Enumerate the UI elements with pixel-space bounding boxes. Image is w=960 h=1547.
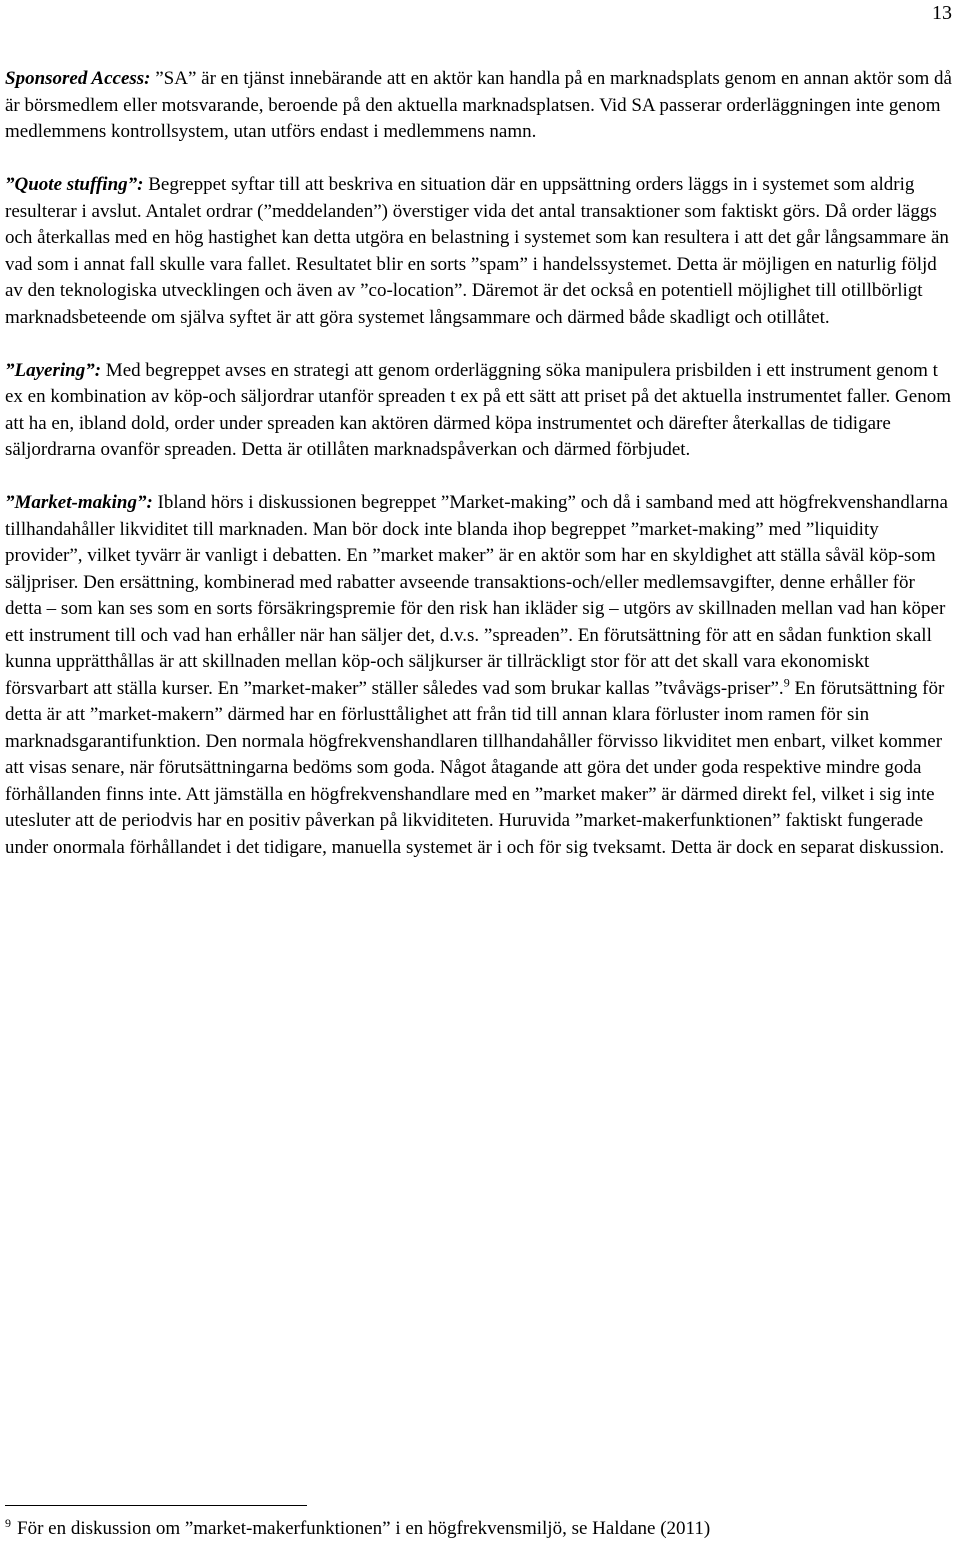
paragraph-market-making	[5, 490, 955, 861]
term-market-making: ”Market-making”:	[5, 492, 153, 513]
footnote-divider	[5, 1505, 307, 1506]
paragraph-text: Begreppet syftar till att beskriva en situation där en uppsättning orders läggs in i systemet som aldrig resulterar i avslut. Antalet ordrar (”meddelanden”) överstiger vida det antal transaktioner som faktiskt görs. Då order läggs och återkallas med en hög hastighet kan detta utgöra en belastning i systemet som kan resultera i att det går långsammare än vad som i annat fall skulle vara fallet. Resultatet blir en sorts ”spam” i handelssystemet. Detta är möjligen en naturlig följd av den teknologiska utvecklingen och även av ”co-location”. Däremot är det också en potentiell möjlighet till otillbörligt marknadsbeteende om själva syftet är att göra systemet långsammare och därmed både skadligt och otillåtet.	[5, 174, 949, 328]
paragraph-text: ”SA” är en tjänst innebärande att en aktör kan handla på en marknadsplats genom en annan aktör som då är börsmedlem eller motsvarande, beroende på den aktuella marknadsplatsen. Vid SA passerar orderläggningen inte genom medlemmens kontrollsystem, utan utförs endast i medlemmens namn.	[5, 68, 952, 142]
paragraph-sponsored-access	[5, 66, 955, 146]
footnote-reference[interactable]: 9	[783, 675, 790, 690]
paragraph-quote-stuffing	[5, 172, 955, 331]
term-quote-stuffing: ”Quote stuffing”:	[5, 174, 144, 195]
footnote-number: 9	[5, 1515, 11, 1530]
term-layering: ”Layering”:	[5, 359, 102, 381]
term-sponsored-access: Sponsored Access:	[5, 68, 151, 89]
paragraph-layering	[5, 358, 955, 464]
paragraph-text: En förutsättning för detta är att ”market-makern” därmed har en förlusttålighet att från tid till annan klara förluster inom ramen för sin marknadsgarantifunktion. Den normala högfrekvenshandlaren tillhandahåller förvisso likviditet men enbart, vilket kommer att visas senare, när förutsättningarna bedöms som goda. Något åtagande att göra det under goda respektive mindre goda förhållanden finns inte. Att jämställa en högfrekvenshandlare med en ”market maker” är därmed direkt fel, vilket i sig inte utesluter att de periodvis har en positiv påverkan på likviditeten. Huruvida ”market-makerfunktionen” faktiskt fungerade under onormala förhållandet i det tidigare, manuella systemet är i och för sig tveksamt. Detta är dock en separat diskussion.	[5, 677, 945, 858]
footnote	[5, 1516, 955, 1542]
paragraph-text: Ibland hörs i diskussionen begreppet ”Market-making” och då i samband med att högfrekvenshandlarna tillhandahåller likviditet till marknaden. Man bör dock inte blanda ihop begreppet ”market-making” med ”liquidity provider”, vilket tyvärr är vanligt i debatten. En ”market maker” är en aktör som har en skyldighet att ställa såväl köp-som säljpriser. Den ersättning, kombinerad med rabatter avseende transaktions-och/eller medlemsavgifter, denne erhåller för detta – som kan ses som en sorts försäkringspremie för den risk han ikläder sig – utgörs av skillnaden mellan vad han köper ett instrument till och vad han erhåller när han säljer det, d.v.s. ”spreaden”. En förutsättning för att en sådan funktion skall kunna upprätthållas är att skillnaden mellan köp-och säljkurser är tillräckligt stor för att det skall vara ekonomiskt försvarbart att ställa kurser. En ”market-maker” ställer således vad som brukar kallas ”tvåvägs-priser”.	[5, 492, 948, 699]
document-body	[5, 66, 955, 888]
footnote-text: För en diskussion om ”market-makerfunktionen” i en högfrekvensmiljö, se Haldane (2011)	[17, 1518, 711, 1539]
paragraph-text: Med begreppet avses en strategi att genom orderläggning söka manipulera prisbilden i ett instrument genom t ex en kombination av köp-och säljordrar utanför spreaden t ex på ett sätt att priset på det aktuella instrumentet faller. Genom att ha en, ibland dold, order under spreaden kan aktören därmed köpa instrumentet och därefter återkallas de tidigare säljordrarna ovanför spreaden. Detta är otillåten marknadspåverkan och därmed förbjudet.	[5, 359, 951, 460]
page-number: 13	[932, 2, 952, 24]
